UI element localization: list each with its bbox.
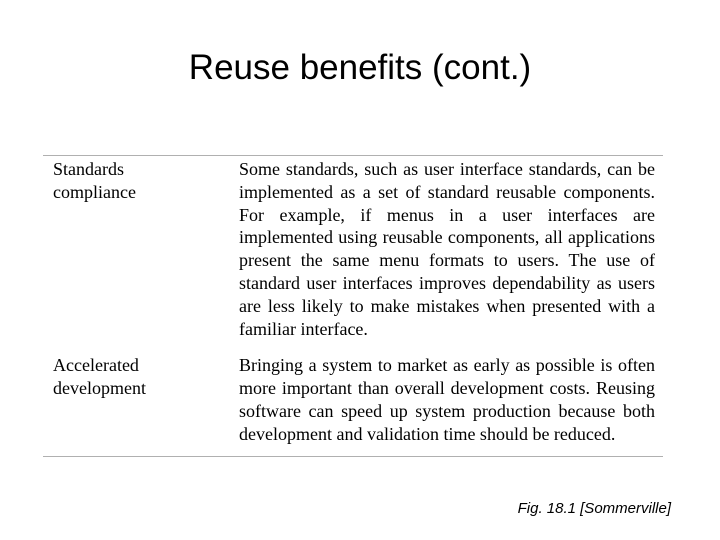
slide-title: Reuse benefits (cont.) [188, 48, 532, 87]
figure-caption: Fig. 18.1 [Sommerville] [517, 500, 671, 517]
table-row [43, 156, 663, 348]
benefit-label: Accelerated development [53, 355, 146, 399]
benefits-table-grid [43, 156, 663, 456]
benefit-description: Some standards, such as user interface standards, can be implemented as a set of standard reusable components. For example, if menus in a user interfaces are implemented using reusable components, all applications present the same menu formats to users. The use of standard user interfaces improves dependability as users are less likely to make mistakes when presented with a familiar interface. [239, 159, 655, 339]
table-row [43, 348, 663, 455]
benefit-label-cell [43, 156, 239, 348]
benefits-table [43, 155, 663, 457]
benefit-label-cell [43, 348, 239, 455]
benefit-label: Standards compliance [53, 159, 136, 202]
benefit-description: Bringing a system to market as early as possible is often more important than overall development costs. Reusing software can speed up system production because both development and validation time should be reduced. [239, 355, 655, 444]
